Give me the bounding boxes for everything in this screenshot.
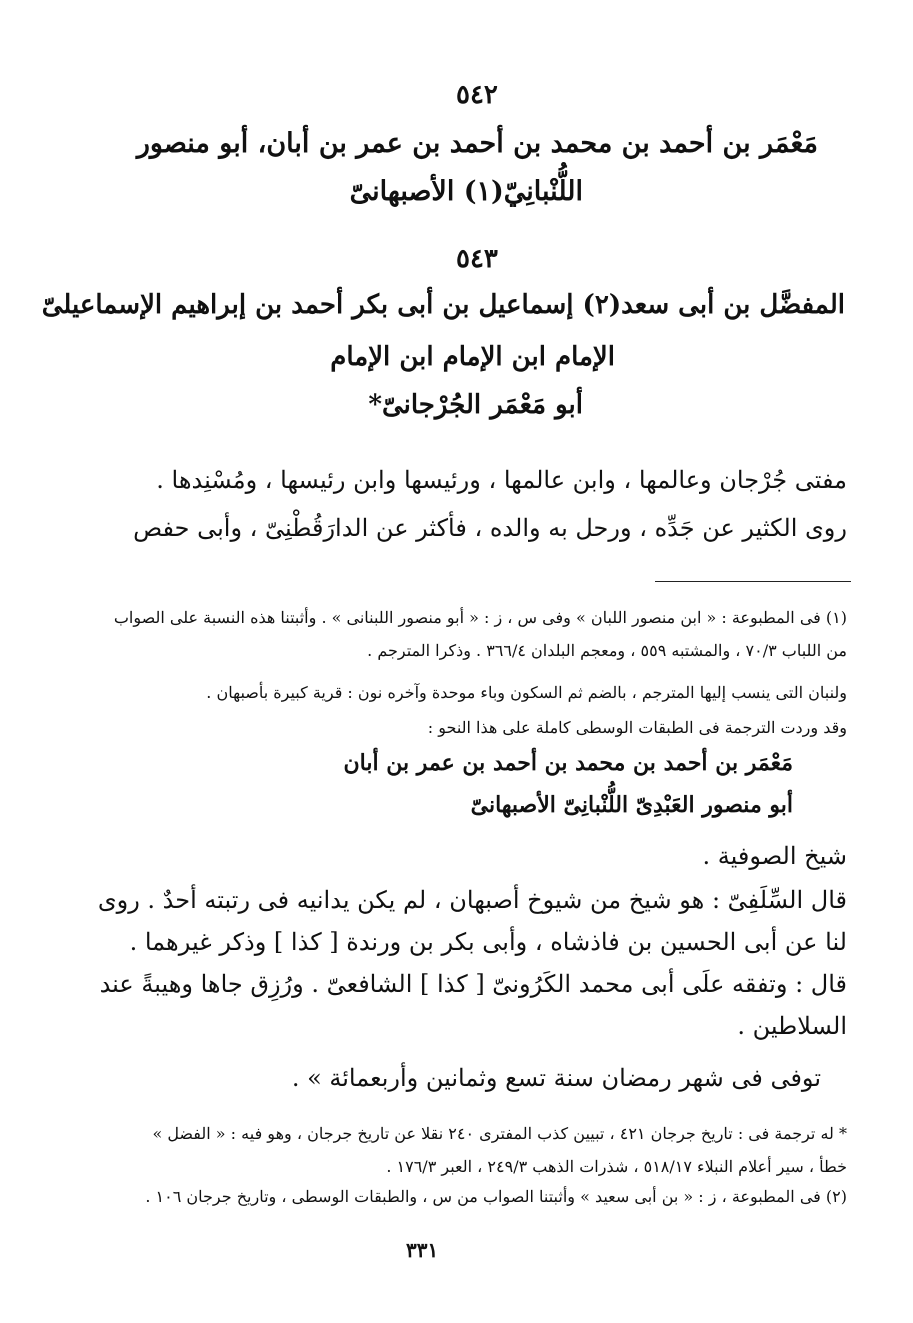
footnote-1-line-1: (١) فى المطبوعة : « ابن منصور اللبان » وفى س ، ز : « أبو منصور اللبنانى » . وأثبتنا هذه النسبة على الصواب (113, 608, 847, 627)
footnote-1-line-2: من اللباب ٧٠/٣ ، والمشتبه ٥٥٩ ، ومعجم البلدان ٣٦٦/٤ . وذكرا المترجم . (367, 641, 847, 660)
footnote-1-text-4: توفى فى شهر رمضان سنة تسع وثمانين وأربعمائة » . (291, 1064, 821, 1092)
entry-543-name-line1: المفضَّل بن أبى سعد(٢) إسماعيل بن أبى بكر أحمد بن إبراهيم الإسماعيلىّ (41, 290, 845, 320)
entry-543-name-line3: أبو مَعْمَر الجُرْجانىّ* (368, 390, 583, 420)
footnote-1-text-1: شيخ الصوفية . (702, 842, 847, 870)
footnote-1-name-1: مَعْمَر بن أحمد بن محمد بن أحمد بن عمر بن أبان (343, 750, 793, 776)
entry-542-name-line1: مَعْمَر بن أحمد بن محمد بن أحمد بن عمر بن أبان، أبو منصور (136, 128, 818, 159)
footnote-1-text-3b: السلاطين . (737, 1012, 847, 1040)
page-number: ٣٣١ (406, 1238, 439, 1262)
body-paragraph-2: روى الكثير عن جَدِّه ، ورحل به والده ، فأكثر عن الدارَقُطْنِىّ ، وأبى حفص (133, 514, 847, 542)
entry-543-name-line2: الإمام ابن الإمام ابن الإمام (330, 342, 615, 372)
body-paragraph-1: مفتى جُرْجان وعالمها ، وابن عالمها ، ورئيسها وابن رئيسها ، ومُسْنِدها . (156, 466, 847, 494)
entry-number-543: ٥٤٣ (456, 244, 498, 274)
footnote-separator (655, 581, 851, 582)
footnote-1-name-2: أبو منصور العَبْدِىّ اللُّنْبانِىّ الأصبهانىّ (470, 792, 793, 818)
footnote-1-text-3a: قال : وتفقه علَى أبى محمد الكَرُونىّ [ كذا ] الشافعىّ . ورُزِق جاها وهيبةً عند (99, 970, 847, 998)
entry-number-542: ٥٤٢ (456, 80, 498, 110)
footnote-1-text-2a: قال السِّلَفِىّ : هو شيخ من شيوخ أصبهان ، لم يكن يدانيه فى رتبته أحدٌ . روى (97, 886, 847, 914)
source-note-line-2: خطأ ، سير أعلام النبلاء ٥١٨/١٧ ، شذرات الذهب ٢٤٩/٣ ، العبر ١٧٦/٣ . (386, 1157, 847, 1176)
entry-542-name-line2: اللُّنْبانِيّ(١) الأصبهانىّ (349, 176, 583, 207)
footnote-2: (٢) فى المطبوعة ، ز : « بن أبى سعيد » وأثبتنا الصواب من س ، والطبقات الوسطى ، وتاريخ جرجان ١٠٦ . (145, 1187, 847, 1206)
source-note-line-1: * له ترجمة فى : تاريخ جرجان ٤٢١ ، تبيين كذب المفترى ٢٤٠ نقلا عن تاريخ جرجان ، وهو فيه : « الفضل » (152, 1124, 847, 1143)
footnote-1-line-3: ولنبان التى ينسب إليها المترجم ، بالضم ثم السكون وباء موحدة وآخره نون : قرية كبيرة بأصبهان . (206, 683, 847, 702)
footnote-1-line-4: وقد وردت الترجمة فى الطبقات الوسطى كاملة على هذا النحو : (427, 718, 847, 737)
footnote-1-text-2b: لنا عن أبى الحسين بن فاذشاه ، وأبى بكر بن ورندة [ كذا ] وذكر غيرهما . (129, 928, 847, 956)
